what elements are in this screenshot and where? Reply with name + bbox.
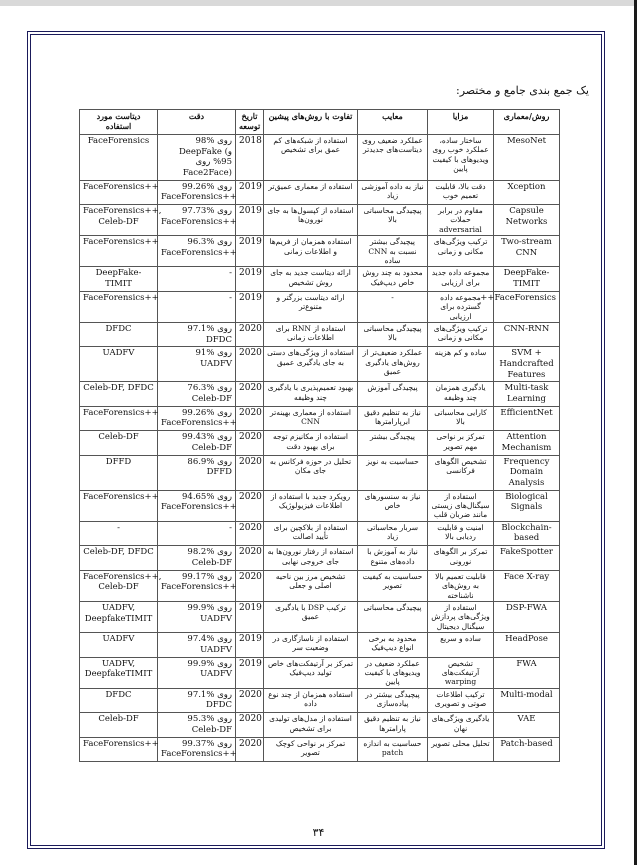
cell-method: SVM + Handcrafted Features [494,347,560,382]
cell-accuracy: 99.26% روی FaceForensics++ [158,180,236,205]
cell-disadvantages: محدود به چند روش خاص دیپ‌فیک [358,267,428,292]
cell-advantages: ساختار ساده، عملکرد خوب روی ویدیوهای با کیفیت پایین [428,135,494,181]
viewer-top-strip [0,0,637,6]
cell-year: 2019 [236,291,264,322]
cell-advantages: مجموعه داده جدید برای ارزیابی [428,267,494,292]
cell-difference: استفاده همزمان از چند نوع داده [264,688,358,713]
cell-difference: استفاده از بلاکچین برای تأیید اصالت [264,521,358,546]
cell-disadvantages: پیچیدگی محاسباتی بالا [358,322,428,347]
cell-advantages: ترکیب ویژگی‌های مکانی و زمانی [428,322,494,347]
cell-method: VAE [494,713,560,738]
cell-year: 2020 [236,455,264,490]
cell-disadvantages: پیچیدگی بیشتر [358,431,428,456]
cell-accuracy: 99.9% روی UADFV [158,657,236,688]
cell-disadvantages: نیاز به سنسورهای خاص [358,490,428,521]
cell-dataset: FaceForensics++ [80,236,158,267]
cell-advantages: ترکیب ویژگی‌های مکانی و زمانی [428,236,494,267]
cell-accuracy: 97.4% روی UADFV [158,633,236,658]
cell-accuracy: 99.26% روی FaceForensics++ [158,406,236,431]
table-row [80,347,560,382]
table-row [80,135,560,181]
cell-accuracy: 97.1% روی DFDC [158,322,236,347]
table-row [80,633,560,658]
cell-disadvantages: - [358,291,428,322]
cell-disadvantages: نیاز به آموزش با داده‌های متنوع [358,546,428,571]
table-row [80,236,560,267]
cell-disadvantages: پیچیدگی بیشتر در پیاده‌سازی [358,688,428,713]
cell-accuracy: 99.9% روی UADFV [158,601,236,632]
cell-dataset: FaceForensics [80,135,158,181]
header-accuracy: دقت [158,110,236,135]
cell-disadvantages: عملکرد ضعیف‌تر از روش‌های یادگیری عمیق [358,347,428,382]
cell-advantages: مجموعه داده گسترده برای ارزیابی [428,291,494,322]
cell-method: Attention Mechanism [494,431,560,456]
table-row [80,688,560,713]
cell-dataset: Celeb-DF [80,431,158,456]
table-row [80,406,560,431]
cell-difference: استفاده از کپسول‌ها به جای نورون‌ها [264,205,358,236]
header-disadvantages: معایب [358,110,428,135]
cell-difference: استفاده از معماری عمیق‌تر [264,180,358,205]
cell-advantages: یادگیری همزمان چند وظیفه [428,382,494,407]
cell-difference: ارائه دیتاست جدید به جای روش تشخیص [264,267,358,292]
cell-difference: تمرکز بر آرتیفکت‌های خاص تولید دیپ‌فیک [264,657,358,688]
table-row [80,713,560,738]
cell-disadvantages: پیچیدگی آموزش [358,382,428,407]
cell-difference: استفاده از مکانیزم توجه برای بهبود دقت [264,431,358,456]
table-row [80,431,560,456]
cell-dataset: Celeb-DF [80,713,158,738]
cell-disadvantages: نیاز به داده آموزشی زیاد [358,180,428,205]
cell-year: 2018 [236,135,264,181]
cell-advantages: قابلیت تعمیم بالا به روش‌های ناشناخته [428,570,494,601]
table-row [80,521,560,546]
cell-method: FWA [494,657,560,688]
table-row [80,490,560,521]
table-row [80,546,560,571]
cell-dataset: DFDC [80,322,158,347]
cell-method: DSP-FWA [494,601,560,632]
table-row [80,382,560,407]
cell-method: Capsule Networks [494,205,560,236]
cell-accuracy: 97.73% روی FaceForensics++ [158,205,236,236]
cell-accuracy: 99.17% روی FaceForensics++ [158,570,236,601]
cell-advantages: ساده و کم هزینه [428,347,494,382]
cell-method: CNN-RNN [494,322,560,347]
cell-dataset: FaceForensics++ [80,291,158,322]
cell-dataset: DFFD [80,455,158,490]
cell-method: MesoNet [494,135,560,181]
header-year: تاریخ توسعه [236,110,264,135]
table-row [80,205,560,236]
cell-method: Xception [494,180,560,205]
cell-advantages: استفاده از سیگنال‌های زیستی مانند ضربان قلب [428,490,494,521]
cell-advantages: یادگیری ویژگی‌های نهان [428,713,494,738]
table-row [80,455,560,490]
page-number: ۳۴ [312,826,325,839]
table-body [80,135,560,762]
table-row [80,570,560,601]
cell-difference: بهبود تعمیم‌پذیری با یادگیری چند وظیفه [264,382,358,407]
cell-method: FakeSpotter [494,546,560,571]
cell-advantages: تحلیل محلی تصویر [428,737,494,762]
cell-disadvantages: عملکرد ضعیف در ویدیوهای با کیفیت پایین [358,657,428,688]
cell-disadvantages: حساسیت به نویز [358,455,428,490]
table-row [80,267,560,292]
cell-dataset: FaceForensics++, Celeb-DF [80,570,158,601]
cell-difference: استفاده از RNN برای اطلاعات زمانی [264,322,358,347]
cell-advantages: امنیت و قابلیت ردیابی بالا [428,521,494,546]
cell-accuracy: 98% روی DeepFake (و 95% روی Face2Face) [158,135,236,181]
cell-accuracy: 97.1% روی DFDC [158,688,236,713]
cell-year: 2020 [236,546,264,571]
table-row [80,601,560,632]
cell-accuracy: 86.9% روی DFFD [158,455,236,490]
cell-difference: استفاده از ویژگی‌های دستی به جای یادگیری عمیق [264,347,358,382]
cell-accuracy: 98.2% روی Celeb-DF [158,546,236,571]
cell-advantages: ترکیب اطلاعات صوتی و تصویری [428,688,494,713]
cell-disadvantages: محدود به برخی انواع دیپ‌فیک [358,633,428,658]
cell-accuracy: 91% روی UADFV [158,347,236,382]
cell-method: Multi-task Learning [494,382,560,407]
cell-year: 2019 [236,236,264,267]
cell-year: 2019 [236,633,264,658]
cell-disadvantages: پیچیدگی محاسباتی [358,601,428,632]
cell-advantages: تمرکز بر الگوهای نورونی [428,546,494,571]
cell-year: 2020 [236,347,264,382]
cell-advantages: تمرکز بر نواحی مهم تصویر [428,431,494,456]
comparison-table [79,109,560,762]
cell-accuracy: 76.3% روی Celeb-DF [158,382,236,407]
cell-difference: تشخیص مرز بین ناحیه اصلی و جعلی [264,570,358,601]
cell-method: Biological Signals [494,490,560,521]
cell-dataset: UADFV [80,347,158,382]
cell-advantages: تشخیص آرتیفکت‌های warping [428,657,494,688]
section-heading: یک جمع بندی جامع و مختصر: [455,84,589,97]
cell-disadvantages: نیاز به تنظیم دقیق ابرپارامترها [358,406,428,431]
cell-method: EfficientNet [494,406,560,431]
cell-dataset: FaceForensics++ [80,406,158,431]
table-row [80,291,560,322]
cell-year: 2019 [236,657,264,688]
cell-accuracy: - [158,267,236,292]
cell-dataset: Celeb-DF, DFDC [80,546,158,571]
cell-advantages: کارایی محاسباتی بالا [428,406,494,431]
cell-method: DeepFake-TIMIT [494,267,560,292]
cell-dataset: FaceForensics++ [80,490,158,521]
cell-disadvantages: پیچیدگی بیشتر نسبت به CNN ساده [358,236,428,267]
cell-accuracy: 95.3% روی Celeb-DF [158,713,236,738]
cell-year: 2019 [236,267,264,292]
table-row [80,322,560,347]
cell-method: Face X-ray [494,570,560,601]
cell-difference: ترکیب DSP با یادگیری عمیق [264,601,358,632]
cell-dataset: FaceForensics++, Celeb-DF [80,205,158,236]
cell-dataset: - [80,521,158,546]
cell-year: 2020 [236,322,264,347]
table-header-row [80,110,560,135]
cell-method: Blockchain-based [494,521,560,546]
cell-disadvantages: سربار محاسباتی زیاد [358,521,428,546]
cell-disadvantages: پیچیدگی محاسباتی بالا [358,205,428,236]
cell-disadvantages: نیاز به تنظیم دقیق پارامترها [358,713,428,738]
cell-dataset: FaceForensics++ [80,180,158,205]
cell-difference: رویکرد جدید با استفاده از اطلاعات فیزیولوژیک [264,490,358,521]
cell-method: FaceForensics++ [494,291,560,322]
cell-year: 2020 [236,382,264,407]
header-method: روش/معماری [494,110,560,135]
cell-year: 2020 [236,406,264,431]
cell-method: HeadPose [494,633,560,658]
cell-year: 2020 [236,490,264,521]
cell-disadvantages: حساسیت به اندازه patch [358,737,428,762]
header-dataset: دیتاست مورد استفاده [80,110,158,135]
cell-disadvantages: حساسیت به کیفیت تصویر [358,570,428,601]
cell-difference: تمرکز بر نواحی کوچک تصویر [264,737,358,762]
cell-difference: ارائه دیتاست بزرگتر و متنوع‌تر [264,291,358,322]
cell-year: 2020 [236,737,264,762]
cell-dataset: Celeb-DF, DFDC [80,382,158,407]
cell-difference: استفاده از رفتار نورون‌ها به جای خروجی نهایی [264,546,358,571]
cell-dataset: DeepFake-TIMIT [80,267,158,292]
cell-accuracy: 99.37% روی FaceForensics++ [158,737,236,762]
cell-year: 2019 [236,180,264,205]
header-difference: تفاوت با روش‌های پیشین [264,110,358,135]
cell-difference: تحلیل در حوزه فرکانس به جای مکان [264,455,358,490]
cell-advantages: تشخیص الگوهای فرکانسی [428,455,494,490]
cell-advantages: ساده و سریع [428,633,494,658]
cell-difference: استفاده از معماری بهینه‌تر CNN [264,406,358,431]
cell-dataset: UADFV, DeepfakeTIMIT [80,601,158,632]
table-row [80,737,560,762]
cell-accuracy: 94.65% روی FaceForensics++ [158,490,236,521]
cell-dataset: FaceForensics++ [80,737,158,762]
cell-dataset: UADFV [80,633,158,658]
cell-accuracy: 99.43% روی Celeb-DF [158,431,236,456]
cell-disadvantages: عملکرد ضعیف روی دیتاست‌های جدیدتر [358,135,428,181]
table-row [80,657,560,688]
cell-difference: استفاده همزمان از فریم‌ها و اطلاعات زمانی [264,236,358,267]
cell-year: 2020 [236,688,264,713]
cell-year: 2020 [236,521,264,546]
cell-year: 2020 [236,570,264,601]
table-row [80,180,560,205]
cell-method: Two-stream CNN [494,236,560,267]
cell-dataset: DFDC [80,688,158,713]
cell-year: 2020 [236,431,264,456]
cell-year: 2019 [236,601,264,632]
cell-accuracy: 96.3% روی FaceForensics++ [158,236,236,267]
cell-difference: استفاده از ناسازگاری در وضعیت سر [264,633,358,658]
cell-advantages: استفاده از ویژگی‌های پردازش سیگنال دیجیتال [428,601,494,632]
cell-advantages: دقت بالا، قابلیت تعمیم خوب [428,180,494,205]
cell-dataset: UADFV, DeepfakeTIMIT [80,657,158,688]
cell-difference: استفاده از شبکه‌های کم عمق برای تشخیص [264,135,358,181]
cell-year: 2019 [236,205,264,236]
cell-method: Multi-modal [494,688,560,713]
cell-method: Patch-based [494,737,560,762]
cell-accuracy: - [158,291,236,322]
cell-difference: استفاده از مدل‌های تولیدی برای تشخیص [264,713,358,738]
header-advantages: مزایا [428,110,494,135]
cell-advantages: مقاوم در برابر حملات adversarial [428,205,494,236]
cell-method: Frequency Domain Analysis [494,455,560,490]
cell-accuracy: - [158,521,236,546]
cell-year: 2020 [236,713,264,738]
